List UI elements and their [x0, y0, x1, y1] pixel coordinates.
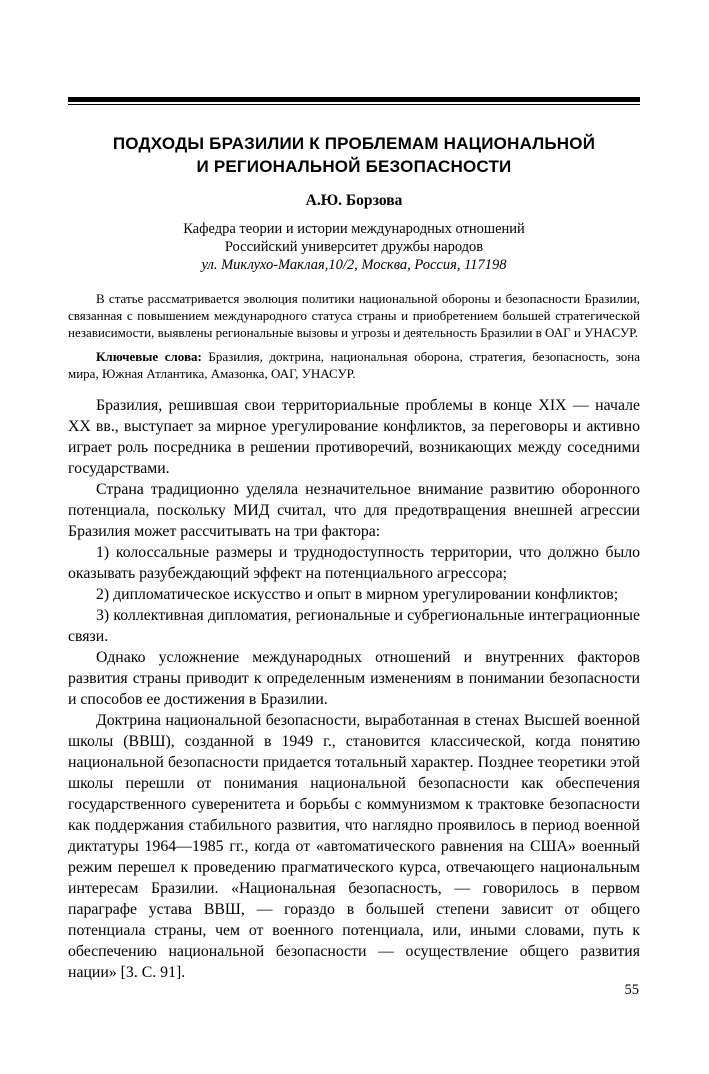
abstract-text: В статье рассматривается эволюция политики национальной обороны и безопасности Бразилии, связанная с повышением международного статуса страны и приобретением большей стратегической независимости, выявлены региональные вызовы и угрозы и деятельность Бразилии в ОАГ и УНАСУР.	[68, 291, 640, 340]
affiliation-department: Кафедра теории и истории международных отношений	[183, 221, 525, 237]
author-name: А.Ю. Борзова	[305, 192, 403, 209]
article-body	[68, 395, 640, 983]
keywords-text: Бразилия, доктрина, национальная оборона, стратегия, безопасность, зона мира, Южная Атлантика, Амазонка, ОАГ, УНАСУР.	[68, 349, 640, 381]
article-title-line2: И РЕГИОНАЛЬНОЙ БЕЗОПАСНОСТИ	[196, 157, 512, 176]
affiliation-university: Российский университет дружбы народов	[224, 239, 484, 255]
page-number: 55	[624, 982, 639, 998]
body-paragraph: Бразилия, решившая свои территориальные проблемы в конце XIX — начале XX вв., выступает за мирное урегулирование конфликтов, за переговоры и активно играет роль посредника в решении противоречий, возникающих между соседними государствами.	[68, 397, 640, 477]
article-title-line1: ПОДХОДЫ БРАЗИЛИИ К ПРОБЛЕМАМ НАЦИОНАЛЬНОЙ	[112, 134, 596, 153]
header-rule-thick	[68, 97, 640, 102]
body-paragraph-list-item: 2) дипломатическое искусство и опыт в мирном урегулировании конфликтов;	[96, 586, 619, 603]
affiliation-address: ул. Миклухо-Маклая,10/2, Москва, Россия, 117198	[201, 257, 507, 273]
body-paragraph-list-item: 1) колоссальные размеры и труднодоступность территории, что должно было оказывать разубеждающий эффект на потенциального агрессора;	[68, 544, 640, 582]
header-rule-thin	[68, 104, 640, 105]
affiliation	[68, 220, 640, 274]
keywords-label: Ключевые слова:	[96, 349, 202, 364]
header-rule	[68, 97, 640, 105]
article-title	[68, 132, 640, 178]
body-paragraph: Однако усложнение международных отношений и внутренних факторов развития страны приводит к определенным изменениям в понимании безопасности и способов ее достижения в Бразилии.	[68, 649, 640, 708]
body-paragraph: Страна традиционно уделяла незначительное внимание развитию оборонного потенциала, поскольку МИД считал, что для предотвращения внешней агрессии Бразилия может рассчитывать на три фактора:	[68, 481, 640, 540]
keywords	[68, 348, 640, 382]
body-paragraph: Доктрина национальной безопасности, выработанная в стенах Высшей военной школы (ВВШ), созданной в 1949 г., становится классической, когда понятию национальной безопасности придается тотальный характер. Позднее теоретики этой школы перешли от понимания национальной безопасности как обеспечения государственного суверенитета и борьбы с коммунизмом к трактовке безопасности как поддержания стабильного развития, что наглядно проявилось в период военной диктатуры 1964—1985 гг., когда от «автоматического равнения на США» военный режим перешел к проведению прагматического курса, отвечающего национальным интересам Бразилии. «Национальная безопасность, — говорилось в первом параграфе устава ВВШ, — гораздо в большей степени зависит от общего потенциала страны, чем от военного потенциала, или, иными словами, путь к обеспечению национальной безопасности — осуществление общего развития нации» [3. С. 91].	[68, 712, 640, 981]
body-paragraph-list-item: 3) коллективная дипломатия, региональные и субрегиональные интеграционные связи.	[68, 607, 640, 645]
